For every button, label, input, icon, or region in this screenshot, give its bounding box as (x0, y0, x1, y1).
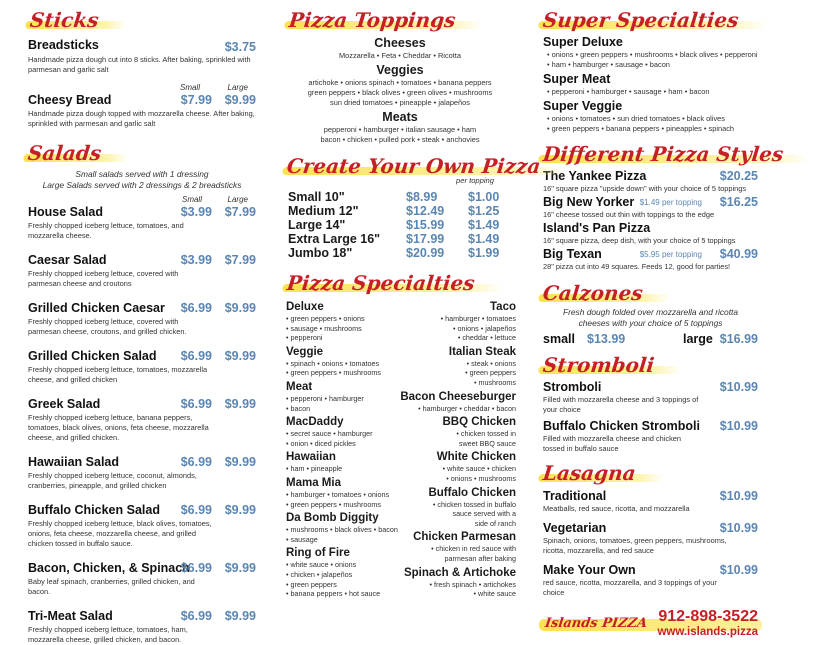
cyo-title: Create Your Own Pizza (285, 154, 542, 178)
menu-item-cheesy-bread (28, 93, 256, 129)
specialty-name: Buffalo Chicken (428, 486, 516, 499)
item-desc: Freshly chopped iceberg lettuce, tomatoes, ham, mozzarella cheese, grilled chicken, and bacon. (28, 625, 188, 644)
cyo-row (276, 204, 524, 218)
calzone-prices (543, 332, 758, 348)
item-price-large: $9.99 (224, 503, 256, 517)
islands-pizza-logo: Islands PIZZA (543, 616, 649, 631)
left-column (0, 0, 264, 644)
footer (543, 608, 758, 644)
specialty-ingredients: • pepperoni (286, 333, 323, 343)
cyo-size: Small 10" (288, 190, 345, 204)
calzones-note-1: Fresh dough folded over mozzarella and ricotta (562, 307, 739, 317)
right-column (534, 0, 792, 638)
per-topping-note: $5.95 per topping (639, 250, 702, 259)
super-item (543, 99, 758, 134)
specialties-left (286, 301, 402, 602)
item-price-small: $6.99 (180, 349, 212, 363)
cyo-price: $17.99 (406, 232, 445, 246)
item-name: Super Meat (543, 72, 611, 86)
specialty-name: Deluxe (286, 301, 324, 313)
salads-note-2: Large Salads served with 2 dressings & 2 breadsticks (42, 180, 242, 190)
veggies-line-3: sun dried tomatoes • pineapple • jalapeños (330, 98, 470, 107)
size-header (28, 83, 256, 93)
salad-list (28, 205, 256, 645)
item-name: The Yankee Pizza (543, 169, 647, 183)
specialty-ingredients: • mushrooms • black olives • bacon (286, 525, 398, 535)
specialty-ingredients: • green peppers • onions (286, 314, 365, 323)
cyo-topping-price: $1.00 (468, 190, 500, 204)
item-price-small: $6.99 (180, 301, 212, 315)
salad-item (28, 561, 256, 597)
super-item (543, 35, 758, 70)
cyo-topping-price: $1.99 (468, 246, 500, 260)
cyo-topping-price: $1.49 (468, 232, 500, 246)
style-item (543, 247, 758, 272)
specialty-name: Veggie (286, 345, 324, 358)
item-price-small: $6.99 (180, 397, 212, 411)
specialty-item (390, 346, 516, 388)
cyo-row (276, 190, 524, 204)
specialty-name: MacDaddy (286, 416, 344, 429)
specialty-ingredients: • ham • pineapple (286, 464, 343, 474)
specialty-ingredients: • green peppers (286, 579, 337, 589)
salad-item (28, 503, 256, 549)
lasagna-list (543, 489, 758, 598)
stromboli-title: Stromboli (541, 353, 656, 377)
specialties-title: Pizza Specialties (285, 271, 476, 295)
item-desc: 28" pizza cut into 49 squares. Feeds 12, good for parties! (543, 262, 731, 271)
specialty-item (286, 416, 402, 448)
cyo-row (276, 232, 524, 246)
item-price-small: $6.99 (180, 455, 212, 469)
cyo-price: $15.99 (406, 218, 445, 232)
specialties-right (390, 301, 516, 602)
specialty-name: BBQ Chicken (442, 416, 516, 429)
item-desc: 16" square pizza "upside down" with your choice of 5 toppings (543, 184, 747, 193)
menu-item-breadsticks (28, 38, 256, 75)
item-desc: 16" cheese tossed out thin with toppings to the edge (543, 210, 715, 219)
cyo-size: Medium 12" (288, 204, 359, 218)
item-name: Buffalo Chicken Salad (28, 503, 160, 517)
item-price: $20.25 (719, 169, 758, 183)
item-desc: Meatballs, red sauce, ricotta, and mozzarella (543, 504, 690, 513)
cyo-row (276, 218, 524, 232)
sticks-title: Sticks (28, 8, 100, 32)
item-price: $40.99 (719, 247, 758, 261)
item-desc: Handmade pizza dough topped with mozzarella cheese. After baking, sprinkled with parmesan and garlic salt (28, 109, 255, 128)
cyo-price: $12.49 (406, 204, 445, 218)
size-small-label: Small (181, 195, 202, 204)
specialty-item (286, 477, 402, 509)
specialty-ingredients: • green peppers (465, 368, 516, 378)
specialty-item (286, 301, 402, 343)
calzone-small-label: small (543, 332, 575, 346)
item-name: Bacon, Chicken, & Spinach (28, 561, 190, 575)
specialty-ingredients: • bacon (286, 403, 311, 413)
specialty-name: Chicken Parmesan (413, 531, 516, 544)
meats-line-2: bacon • chicken • pulled pork • steak • anchovies (320, 135, 480, 144)
specialty-name: Taco (490, 301, 516, 313)
item-price: $3.75 (224, 40, 256, 54)
specialty-item (286, 346, 402, 378)
styles-title: Different Pizza Styles (541, 142, 785, 166)
item-price: $16.25 (719, 195, 758, 209)
item-name: Island's Pan Pizza (543, 221, 651, 235)
salad-item (28, 205, 256, 241)
specialty-ingredients: • sausage • mushrooms (286, 323, 362, 333)
phone-number: 912-898-3522 (658, 608, 758, 625)
item-price-large: $7.99 (224, 253, 256, 267)
meats-line-1: pepperoni • hamburger • italian sausage • ham (323, 125, 477, 134)
specialty-ingredients: • white sauce (473, 589, 516, 599)
specialty-name: Mama Mia (286, 476, 341, 489)
item-name: Super Deluxe (543, 35, 623, 49)
salad-item (28, 349, 256, 385)
lasagna-item (543, 489, 758, 514)
item-name: Hawaiian Salad (28, 455, 120, 469)
specialty-name: Da Bomb Diggity (286, 512, 379, 525)
specialty-ingredients: • hamburger • tomatoes • onions (286, 489, 390, 499)
item-desc: Freshly chopped iceberg lettuce, black olives, tomatoes, onions, feta cheese, mozzarella cheese, and grilled chicken tossed in buffalo sauce. (28, 519, 212, 548)
specialty-name: Ring of Fire (286, 547, 350, 560)
specialty-item (390, 391, 516, 414)
specialty-ingredients: • chicken tossed in buffalo (432, 499, 516, 509)
specialty-ingredients: • hamburger • cheddar • bacon (418, 403, 516, 413)
salad-item (28, 609, 256, 645)
item-price-large: $9.99 (224, 349, 256, 363)
item-price-small: $6.99 (180, 561, 212, 575)
size-small-label: Small (179, 83, 200, 92)
specialty-ingredients: • white sauce • onions (286, 560, 357, 570)
specialty-ingredients: • white sauce • chicken (442, 464, 516, 474)
item-desc: • ham • hamburger • sausage • bacon (547, 60, 670, 69)
item-desc: Freshly chopped iceberg lettuce, covered with parmesan cheese and croutons (28, 269, 179, 288)
item-name: Big New Yorker (543, 195, 635, 209)
item-name: Caesar Salad (28, 253, 107, 267)
specialty-ingredients: • banana peppers • hot sauce (286, 589, 381, 599)
item-desc: 16" square pizza, deep dish, with your choice of 5 toppings (543, 236, 736, 245)
specialty-name: Bacon Cheeseburger (400, 390, 516, 403)
specialty-item (390, 531, 516, 563)
specialty-item (286, 512, 402, 544)
specialty-item (286, 547, 402, 598)
specialty-ingredients: • mushrooms (473, 377, 516, 387)
veggies-line-2: green peppers • black olives • green olives • mushrooms (307, 88, 493, 97)
specialty-ingredients: • pepperoni • hamburger (286, 393, 364, 403)
size-header (28, 195, 256, 205)
item-price-small: $6.99 (180, 609, 212, 623)
per-topping-label: per topping (456, 176, 494, 185)
item-desc: • onions • tomatoes • sun dried tomatoes • black olives (547, 114, 725, 123)
per-topping-note: $1.49 per topping (639, 198, 702, 207)
specialty-ingredients: • onions • mushrooms (446, 473, 516, 483)
size-large-label: Large (227, 83, 248, 92)
item-price-small: $6.99 (180, 503, 212, 517)
specialty-name: Meat (286, 380, 313, 393)
specialty-ingredients: • cheddar • lettuce (457, 333, 516, 343)
item-price: $10.99 (719, 563, 758, 577)
item-desc: Spinach, onions, tomatoes, green peppers, mushrooms, ricotta, mozzarella, and red sauce (543, 536, 727, 555)
item-desc: • green peppers • banana peppers • pineapples • spinach (547, 124, 735, 133)
item-desc: Freshly chopped iceberg lettuce, covered with parmesan cheese, croutons, and grilled chicken. (28, 317, 187, 336)
item-name: Buffalo Chicken Stromboli (543, 419, 700, 433)
item-name: Cheesy Bread (28, 93, 112, 107)
specialty-ingredients: • chicken in red sauce with (431, 544, 516, 554)
salads-note-1: Small salads served with 1 dressing (75, 169, 209, 179)
item-price: $10.99 (719, 521, 758, 535)
cyo-size: Large 14" (288, 218, 346, 232)
specialty-ingredients: • onion • diced pickles (286, 438, 356, 448)
specialty-item (390, 416, 516, 448)
styles-list (543, 169, 758, 272)
specialty-name: Italian Steak (448, 345, 516, 358)
item-desc: • onions • green peppers • mushrooms • black olives • pepperoni (547, 50, 758, 59)
calzone-large-price: $16.99 (719, 332, 758, 346)
specialty-ingredients: • secret sauce • hamburger (286, 429, 373, 439)
item-price: $10.99 (719, 489, 758, 503)
item-desc: Freshly chopped iceberg lettuce, banana peppers, tomatoes, black olives, onions, feta cheese, mozzarella cheese, and grilled chicken. (28, 413, 209, 442)
item-desc: • pepperoni • hamburger • sausage • ham • bacon (547, 87, 710, 96)
specialty-item (390, 301, 516, 343)
specialty-ingredients: • sausage (286, 534, 318, 544)
toppings-title: Pizza Toppings (287, 8, 457, 32)
specialty-item (390, 451, 516, 483)
item-name: Grilled Chicken Caesar (28, 301, 165, 315)
cheeses-list: Mozzarella • Feta • Cheddar • Ricotta (339, 51, 461, 60)
specialty-ingredients: parmesan after baking (444, 553, 516, 563)
salad-item (28, 253, 256, 289)
item-price-small: $3.99 (180, 205, 212, 219)
item-name: Greek Salad (28, 397, 101, 411)
cyo-size: Jumbo 18" (288, 246, 353, 260)
item-price-large: $9.99 (224, 455, 256, 469)
super-item (543, 72, 758, 97)
item-name: Tri-Meat Salad (28, 609, 113, 623)
specialty-ingredients: • green peppers • mushrooms (286, 499, 381, 509)
item-desc: Filled with mozzarella cheese and chicken tossed in buffalo sauce (543, 434, 682, 453)
salad-item (28, 397, 256, 443)
specialty-ingredients: • chicken • jalapeños (286, 569, 353, 579)
salad-item (28, 301, 256, 337)
cyo-topping-price: $1.25 (468, 204, 500, 218)
specialty-ingredients: • hamburger • tomatoes (440, 314, 516, 323)
item-desc: Handmade pizza dough cut into 8 sticks. After baking, sprinkled with parmesan and garlic salt (28, 55, 251, 74)
style-item (543, 169, 758, 194)
item-price-large: $9.99 (224, 397, 256, 411)
item-price-small: $7.99 (180, 93, 212, 107)
lasagna-item (543, 521, 758, 556)
item-price: $10.99 (719, 419, 758, 433)
item-desc: red sauce, ricotta, mozzarella, and 3 toppings of your choice (543, 578, 717, 597)
item-name: Make Your Own (543, 563, 636, 577)
item-desc: Freshly chopped iceberg lettuce, coconut, almonds, cranberries, pineapple, and grilled chicken (28, 471, 197, 490)
specialties-area (276, 301, 524, 621)
veggies-heading: Veggies (376, 63, 424, 77)
veggies-line-1: artichoke • onions spinach • tomatoes • banana peppers (308, 78, 492, 87)
item-name: House Salad (28, 205, 104, 219)
specialty-name: Hawaiian (286, 451, 336, 464)
style-item (543, 221, 758, 246)
super-list (543, 35, 758, 134)
super-title: Super Specialties (541, 8, 740, 32)
cyo-price: $20.99 (406, 246, 445, 260)
item-price-small: $3.99 (180, 253, 212, 267)
item-name: Grilled Chicken Salad (28, 349, 157, 363)
calzones-title: Calzones (541, 281, 644, 305)
cyo-price-list (276, 190, 524, 260)
item-price-large: $9.99 (224, 561, 256, 575)
stromboli-list (543, 380, 758, 454)
cheeses-heading: Cheeses (374, 36, 426, 50)
specialty-item (390, 567, 516, 599)
specialty-ingredients: • green peppers • mushrooms (286, 368, 381, 378)
specialty-ingredients: sauce served with a (452, 509, 516, 519)
item-name: Big Texan (543, 247, 602, 261)
item-desc: Freshly chopped iceberg lettuce, tomatoes, and mozzarella cheese. (28, 221, 184, 240)
specialty-name: White Chicken (436, 451, 516, 464)
specialty-item (286, 451, 402, 474)
calzone-small-price: $13.99 (587, 332, 626, 346)
specialty-name: Spinach & Artichoke (403, 566, 516, 579)
style-item (543, 195, 758, 220)
size-large-label: Large (227, 195, 248, 204)
lasagna-title: Lasagna (541, 461, 637, 485)
lasagna-item (543, 563, 758, 598)
item-price-large: $9.99 (224, 609, 256, 623)
item-desc: Freshly chopped iceberg lettuce, tomatoes, mozzarella cheese, and grilled chicken (28, 365, 208, 384)
website-link[interactable]: www.islands.pizza (657, 626, 758, 638)
specialty-item (286, 381, 402, 413)
salad-item (28, 455, 256, 491)
item-name: Stromboli (543, 380, 602, 394)
meats-heading: Meats (382, 110, 418, 124)
specialty-item (390, 487, 516, 529)
middle-column (276, 0, 542, 612)
item-name: Traditional (543, 489, 607, 503)
specialty-ingredients: • onions • jalapeños (453, 323, 516, 333)
per-topping-row (276, 178, 524, 187)
specialty-ingredients: side of ranch (474, 518, 516, 528)
stromboli-item (543, 380, 758, 415)
item-name: Vegetarian (543, 521, 607, 535)
cyo-size: Extra Large 16" (288, 232, 381, 246)
calzones-note-2: cheeses with your choice of 5 toppings (578, 318, 723, 328)
cyo-row (276, 246, 524, 260)
calzone-large-label: large (683, 332, 713, 346)
specialty-ingredients: • fresh spinach • artichokes (429, 579, 516, 589)
cyo-topping-price: $1.49 (468, 218, 500, 232)
item-price: $10.99 (719, 380, 758, 394)
specialty-ingredients: • chicken tossed in (456, 429, 516, 439)
cyo-price: $8.99 (406, 190, 438, 204)
specialty-ingredients: • steak • onions (466, 358, 516, 368)
salads-title: Salads (26, 141, 103, 165)
item-name: Super Veggie (543, 99, 623, 113)
item-price-large: $7.99 (224, 205, 256, 219)
specialty-ingredients: • spinach • onions • tomatoes (286, 358, 380, 368)
item-price-large: $9.99 (224, 301, 256, 315)
specialty-ingredients: sweet BBQ sauce (458, 438, 516, 448)
item-desc: Baby leaf spinach, cranberries, grilled chicken, and bacon. (28, 577, 195, 596)
item-desc: Filled with mozzarella cheese and 3 toppings of your choice (543, 395, 699, 414)
item-name: Breadsticks (28, 38, 99, 52)
item-price-large: $9.99 (224, 93, 256, 107)
stromboli-item (543, 419, 758, 454)
